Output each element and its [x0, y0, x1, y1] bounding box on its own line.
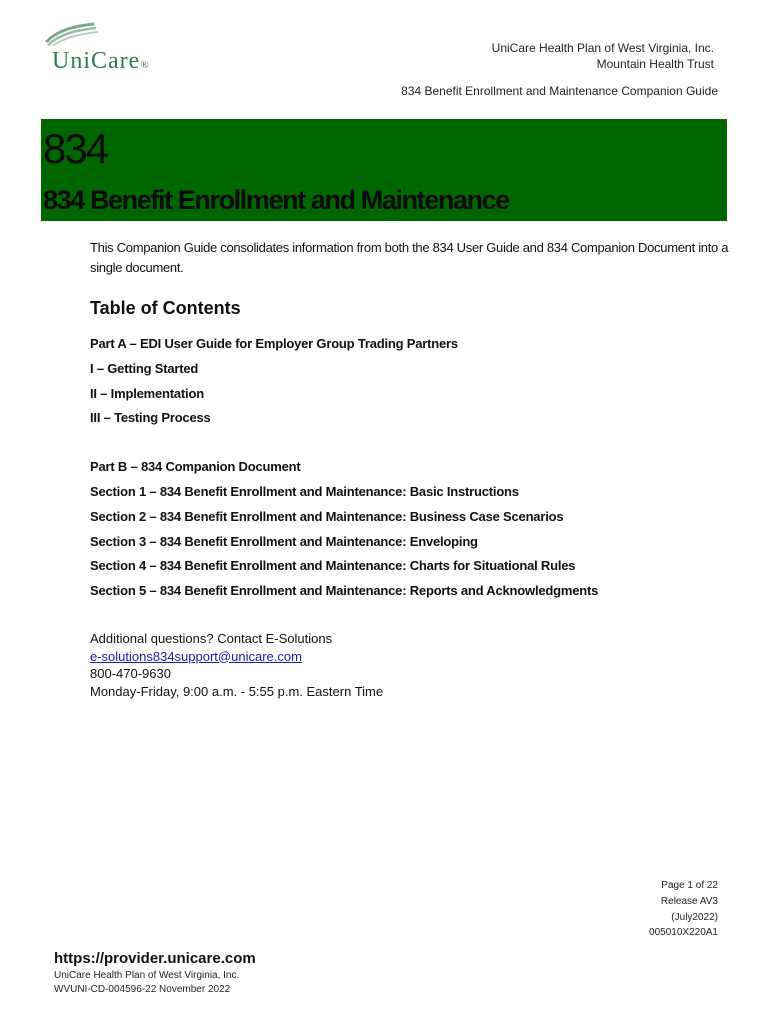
contact-block	[90, 630, 383, 700]
guide-title: 834 Benefit Enrollment and Maintenance Companion Guide	[401, 84, 718, 98]
toc-item-implementation[interactable]: II – Implementation	[90, 385, 204, 401]
toc-item-section-4[interactable]: Section 4 – 834 Benefit Enrollment and Maintenance: Charts for Situational Rules	[90, 558, 576, 574]
toc-heading: Table of Contents	[90, 298, 241, 318]
contact-email-link[interactable]: e-solutions834support@unicare.com	[90, 648, 302, 664]
toc-item-getting-started[interactable]: I – Getting Started	[90, 360, 199, 376]
toc-item-testing-process[interactable]: III – Testing Process	[90, 410, 211, 426]
logo-wordmark	[52, 48, 150, 75]
page-number: Page 1 of 22	[661, 880, 718, 891]
company-name: UniCare Health Plan of West Virginia, Inc.	[491, 41, 714, 55]
intro-paragraph: This Companion Guide consolidates information from both the 834 User Guide and 834 Companion Document into a single document.	[90, 240, 729, 275]
release-version: Release AV3	[660, 896, 718, 907]
title-banner	[41, 119, 727, 221]
banner-number: 834	[43, 125, 108, 172]
banner-title: 834 Benefit Enrollment and Maintenance	[43, 185, 509, 215]
company-subtitle: Mountain Health Trust	[596, 57, 714, 71]
footer-company: UniCare Health Plan of West Virginia, Inc.	[54, 970, 240, 981]
contact-intro: Additional questions? Contact E-Solutions	[90, 631, 333, 646]
logo-swoosh-icon	[44, 22, 104, 46]
logo-registered-mark: ®	[140, 59, 150, 71]
release-info	[661, 878, 718, 926]
logo-text: UniCare	[52, 48, 141, 74]
toc-item-section-5[interactable]: Section 5 – 834 Benefit Enrollment and Maintenance: Reports and Acknowledgments	[90, 583, 599, 599]
toc-item-section-1[interactable]: Section 1 – 834 Benefit Enrollment and Maintenance: Basic Instructions	[90, 483, 519, 499]
unicare-logo	[40, 22, 190, 82]
contact-phone: 800-470-9630	[90, 666, 171, 681]
toc-spacer	[90, 433, 598, 457]
toc-item-section-3[interactable]: Section 3 – 834 Benefit Enrollment and Maintenance: Enveloping	[90, 533, 478, 549]
footer-info	[54, 969, 239, 997]
company-info	[492, 40, 714, 72]
release-date: (July2022)	[671, 912, 718, 923]
toc-item-section-2[interactable]: Section 2 – 834 Benefit Enrollment and Maintenance: Business Case Scenarios	[90, 508, 564, 524]
table-of-contents	[90, 334, 598, 606]
transaction-code: 005010X220A1	[649, 927, 718, 938]
toc-part-b-title[interactable]: Part B – 834 Companion Document	[90, 459, 301, 475]
footer-doc-id: WVUNI-CD-004596-22 November 2022	[54, 984, 231, 995]
contact-hours: Monday-Friday, 9:00 a.m. - 5:55 p.m. Eastern Time	[90, 683, 384, 699]
toc-part-a-title[interactable]: Part A – EDI User Guide for Employer Group Trading Partners	[90, 336, 458, 351]
footer-url[interactable]: https://provider.unicare.com	[54, 950, 256, 967]
